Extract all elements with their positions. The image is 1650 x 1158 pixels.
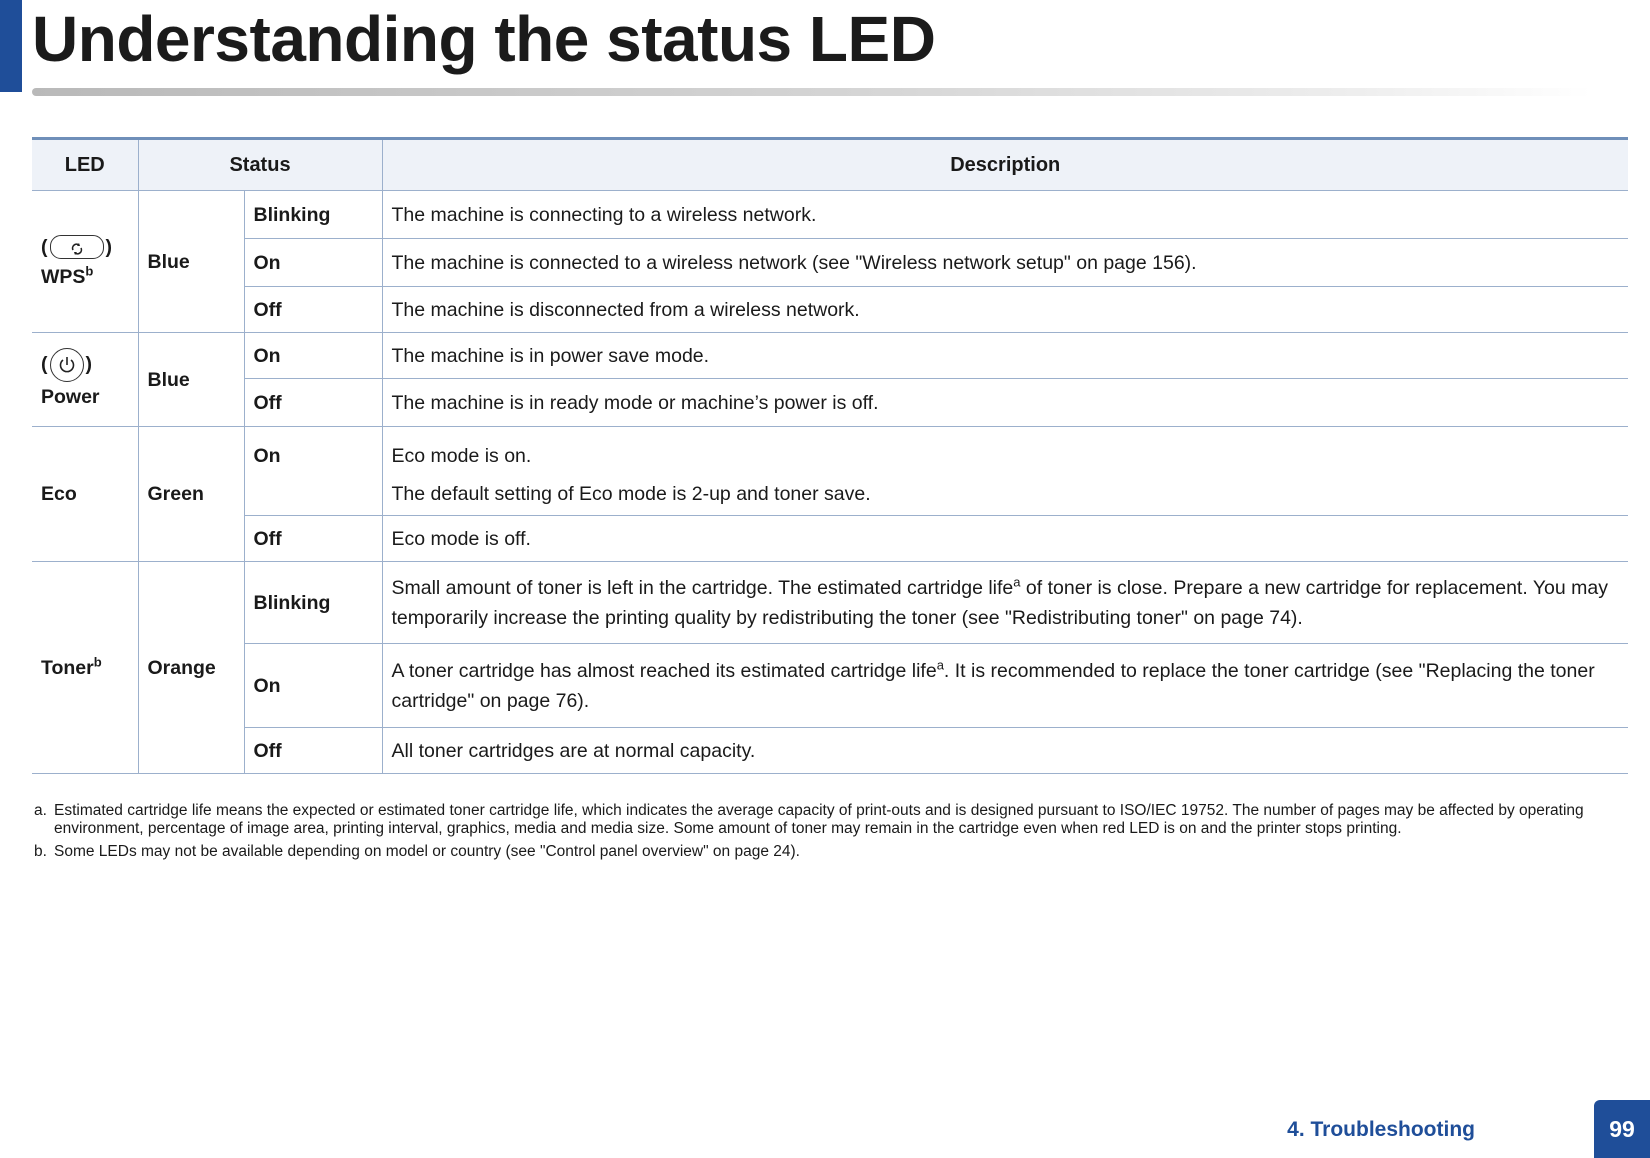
- led-cell-toner: Toner$^b$: [32, 562, 138, 774]
- color-cell-toner: Orange: [138, 562, 244, 774]
- state-cell: Off: [244, 379, 382, 427]
- state-cell: Blinking: [244, 562, 382, 644]
- table-row: [32, 644, 1628, 728]
- description-cell: The machine is disconnected from a wireless network.: [382, 287, 1628, 333]
- description-cell: All toner cartridges are at normal capacity.: [382, 728, 1628, 774]
- led-cell-power: ( ) Power: [32, 333, 138, 427]
- led-name-power: Power: [41, 385, 100, 408]
- color-cell-eco: Green: [138, 427, 244, 562]
- power-icon: [50, 348, 84, 382]
- color-cell-power: Blue: [138, 333, 244, 427]
- wps-icon: [50, 235, 104, 259]
- table-row: [32, 379, 1628, 427]
- table-row: [32, 562, 1628, 644]
- table-row: [32, 728, 1628, 774]
- led-cell-wps: ( ) WPS$^b$: [32, 191, 138, 333]
- description-cell: Eco mode is off.: [382, 516, 1628, 562]
- table-row: [32, 287, 1628, 333]
- state-cell: Off: [244, 516, 382, 562]
- state-cell: On: [244, 644, 382, 728]
- header-led: LED: [32, 139, 138, 191]
- description-cell: A toner cartridge has almost reached its estimated cartridge life$^a$. It is recommended to replace the toner cartridge (see "Replacing the toner cartridge" on page 76).: [382, 644, 1628, 728]
- state-cell: On: [244, 239, 382, 287]
- footer-section-label: 4. Troubleshooting: [1287, 1118, 1475, 1141]
- title-accent-bar: [0, 0, 22, 92]
- led-cell-eco: Eco: [32, 427, 138, 562]
- description-cell: The machine is connected to a wireless network (see "Wireless network setup" on page 156).: [382, 239, 1628, 287]
- page-title: Understanding the status LED: [32, 3, 936, 75]
- description-line: The default setting of Eco mode is 2-up and toner save.: [391, 483, 871, 505]
- header-description: Description: [382, 139, 1628, 191]
- title-divider: [32, 88, 1592, 96]
- description-cell: The machine is connecting to a wireless network.: [382, 191, 1628, 239]
- description-cell: [382, 427, 1628, 516]
- table-header-row: [32, 139, 1628, 191]
- table-row: [32, 239, 1628, 287]
- description-cell: Small amount of toner is left in the cartridge. The estimated cartridge life$^a$ of toner is close. Prepare a new cartridge for replacement. You may temporarily increase the printing quality by redistributing the toner (see "Redistributing toner" on page 74).: [382, 562, 1628, 644]
- state-cell: Blinking: [244, 191, 382, 239]
- footnote-a: a. Estimated cartridge life means the expected or estimated toner cartridge life, which indicates the average capacity of print-outs and is designed pursuant to ISO/IEC 19752. The number of pages may be affected by operating environment, percentage of image area, printing interval, graphics, media and media size. Some amount of toner may remain in the cartridge even when red LED is on and the printer stops printing.: [34, 802, 1584, 837]
- table-row: [32, 427, 1628, 516]
- description-line: Eco mode is on.: [391, 445, 532, 467]
- state-cell: On: [244, 333, 382, 379]
- footnote-b: b. Some LEDs may not be available depending on model or country (see "Control panel overview" on page 24).: [34, 843, 800, 860]
- header-status: Status: [138, 139, 382, 191]
- table-row: [32, 516, 1628, 562]
- color-cell-wps: Blue: [138, 191, 244, 333]
- description-cell: The machine is in power save mode.: [382, 333, 1628, 379]
- state-cell: On: [244, 427, 382, 516]
- page-number: 99: [1594, 1100, 1650, 1158]
- state-cell: Off: [244, 728, 382, 774]
- status-led-table: [32, 137, 1628, 774]
- led-name-toner: Toner: [41, 656, 94, 679]
- table-row: [32, 333, 1628, 379]
- table-row: [32, 191, 1628, 239]
- description-cell: The machine is in ready mode or machine’s power is off.: [382, 379, 1628, 427]
- state-cell: Off: [244, 287, 382, 333]
- led-name-wps: WPS: [41, 265, 86, 288]
- footnotes: [32, 802, 1628, 866]
